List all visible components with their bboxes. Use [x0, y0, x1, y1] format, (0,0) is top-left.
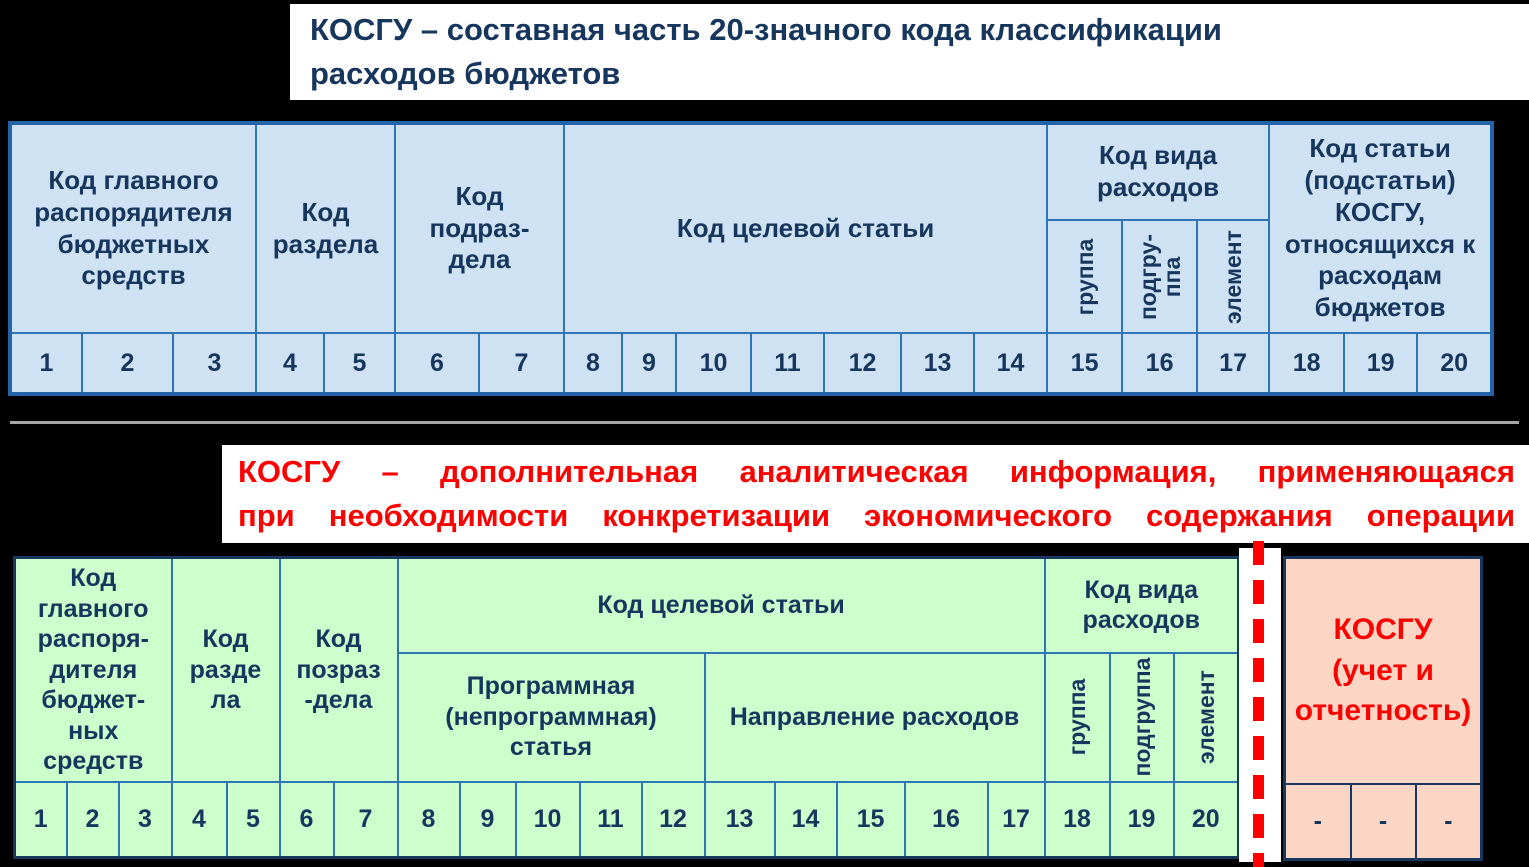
- top-table: [8, 121, 1494, 396]
- top-digit-cell: 18: [1269, 333, 1344, 394]
- kosgu-dash-cell: -: [1351, 784, 1416, 860]
- top-digit-cell: 14: [974, 333, 1047, 394]
- top-digit-cell: 16: [1122, 333, 1197, 394]
- kosgu-dash-cell: -: [1416, 784, 1482, 860]
- bottom-digit-cell: 19: [1110, 782, 1174, 858]
- bottom-title: КОСГУ – дополнительная аналитическая информация, применяющаяся при необходимости конкретизации экономического содержания операции: [238, 453, 1515, 533]
- top-digit-cell: 1: [10, 333, 82, 394]
- top-digit-cell: 7: [479, 333, 564, 394]
- bottom-subheader-gruppa: [1045, 653, 1110, 782]
- top-digit-cell: 8: [564, 333, 622, 394]
- top-digit-cell: 6: [395, 333, 479, 394]
- top-digit-cell: 17: [1197, 333, 1269, 394]
- top-digit-cell: 19: [1344, 333, 1417, 394]
- top-header-celevaya: Код целевой статьи: [564, 123, 1047, 333]
- top-subheader-gruppa-label: группа: [1071, 238, 1098, 315]
- red-dashed-separator: [1253, 541, 1264, 867]
- top-digit-cell: 12: [824, 333, 901, 394]
- top-title: КОСГУ – составная часть 20-значного кода классификации расходов бюджетов: [310, 11, 1222, 91]
- top-header-razdel: Код раздела: [256, 123, 395, 333]
- top-header-vid-rashodov: Код вида расходов: [1047, 123, 1269, 220]
- bottom-digit-cell: 2: [67, 782, 119, 858]
- top-subheader-gruppa: [1047, 220, 1122, 333]
- bottom-digit-cell: 16: [905, 782, 988, 858]
- bottom-digit-cell: 7: [334, 782, 398, 858]
- top-subheader-element-label: элемент: [1220, 229, 1247, 324]
- bottom-digit-cell: 8: [398, 782, 460, 858]
- bottom-subheader-element-label: элемент: [1192, 670, 1219, 764]
- bottom-subheader-element: [1174, 653, 1239, 782]
- top-digit-cell: 20: [1417, 333, 1492, 394]
- bottom-digit-cell: 3: [119, 782, 172, 858]
- bottom-digit-cell: 10: [516, 782, 580, 858]
- bottom-header-razdel: Код разде ла: [172, 558, 280, 782]
- top-digit-cell: 9: [622, 333, 676, 394]
- bottom-header-vid-rashodov: Код вида расходов: [1045, 558, 1239, 653]
- bottom-digit-cell: 11: [580, 782, 642, 858]
- bottom-title-box: [222, 445, 1529, 543]
- bottom-table: [13, 556, 1240, 859]
- bottom-digit-cell: 17: [988, 782, 1045, 858]
- top-digit-cell: 15: [1047, 333, 1122, 394]
- top-title-box: [290, 4, 1529, 100]
- bottom-digit-cell: 6: [280, 782, 334, 858]
- bottom-digit-cell: 4: [172, 782, 227, 858]
- bottom-digit-cell: 15: [837, 782, 905, 858]
- bottom-digit-cell: 13: [705, 782, 775, 858]
- horizontal-divider: [10, 421, 1519, 424]
- bottom-subheader-podgruppa: [1110, 653, 1174, 782]
- kosgu-header: КОСГУ (учет и отчетность): [1285, 558, 1482, 784]
- top-subheader-podgruppa: [1122, 220, 1197, 333]
- bottom-header-grbs: Код главного распоря- дителя бюджет- ных средств: [15, 558, 172, 782]
- bottom-digit-cell: 9: [460, 782, 516, 858]
- top-digit-cell: 3: [173, 333, 256, 394]
- bottom-header-programmnaya: Программная (непрограммная) статья: [398, 653, 705, 782]
- bottom-header-celevaya: Код целевой статьи: [398, 558, 1045, 653]
- bottom-digit-cell: 1: [15, 782, 67, 858]
- bottom-digit-cell: 5: [227, 782, 280, 858]
- bottom-subheader-gruppa-label: группа: [1063, 678, 1090, 756]
- top-subheader-podgruppa-label: подгру- ппа: [1134, 233, 1185, 320]
- bottom-subheader-podgruppa-label: подгруппа: [1128, 657, 1155, 777]
- top-header-grbs: Код главного распорядителя бюджетных средств: [10, 123, 256, 333]
- top-header-kosgu: Код статьи (подстатьи) КОСГУ, относящихся к расходам бюджетов: [1269, 123, 1492, 333]
- top-digit-cell: 4: [256, 333, 324, 394]
- bottom-digit-cell: 12: [642, 782, 705, 858]
- kosgu-dash-cell: -: [1285, 784, 1351, 860]
- top-subheader-element: [1197, 220, 1269, 333]
- top-header-podrazdel: Код подраз- дела: [395, 123, 564, 333]
- top-digit-cell: 5: [324, 333, 395, 394]
- bottom-digit-cell: 20: [1174, 782, 1239, 858]
- top-digit-cell: 10: [676, 333, 751, 394]
- bottom-digit-cell: 18: [1045, 782, 1110, 858]
- bottom-header-podrazdel: Код позраз -дела: [280, 558, 398, 782]
- bottom-header-napravlenie: Направление расходов: [705, 653, 1045, 782]
- top-digit-cell: 2: [82, 333, 173, 394]
- kosgu-table: [1283, 556, 1483, 861]
- top-digit-cell: 11: [751, 333, 824, 394]
- top-digit-cell: 13: [901, 333, 974, 394]
- bottom-digit-cell: 14: [775, 782, 837, 858]
